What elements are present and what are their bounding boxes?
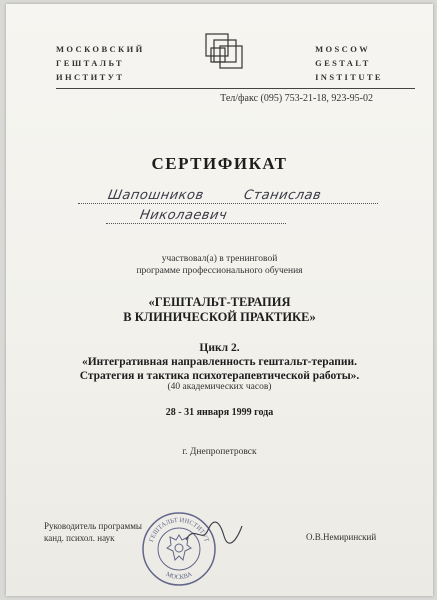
stamp-text-bottom: МОСКВА (164, 570, 194, 582)
cycle-number: Цикл 2. (199, 342, 240, 354)
certificate-title: СЕРТИФИКАТ (151, 154, 288, 173)
org-name-english (315, 42, 383, 84)
org-en-line-3: INSTITUTE (315, 72, 383, 82)
cycle-block (6, 341, 433, 383)
org-ru-line-2: ГЕШТАЛЬТ (56, 58, 124, 68)
org-en-line-2: GESTALT (315, 58, 371, 68)
org-ru-line-3: ИНСТИТУТ (56, 72, 125, 82)
signatory-title-line-1: Руководитель программы (44, 521, 142, 531)
cycle-title-line-2: Стратегия и тактика психотерапевтической работы». (79, 370, 360, 382)
signatory-name: О.В.Немиринский (306, 532, 377, 542)
signatory-title (44, 520, 142, 544)
cycle-title-line-1: «Интегративная направленность гештальт-терапии. (81, 356, 358, 368)
program-title-line-2: В КЛИНИЧЕСКОЙ ПРАКТИКЕ» (123, 310, 316, 324)
certificate-page (6, 4, 433, 596)
program-title-line-1: «ГЕШТАЛЬТ-ТЕРАПИЯ (148, 295, 291, 309)
recipient-surname: Шапошников (106, 188, 205, 203)
stamp-text-top: ГЕШТАЛЬТ ИНСТИТУТ (148, 516, 210, 543)
name-dotted-line-2 (106, 223, 286, 224)
city: г. Днепропетровск (182, 447, 257, 457)
course-dates: 28 - 31 января 1999 года (165, 407, 274, 418)
signatory-title-line-2: канд. психол. наук (44, 533, 115, 543)
institute-logo-icon (202, 30, 246, 74)
program-title (6, 295, 433, 325)
org-en-line-1: MOSCOW (315, 44, 371, 54)
header-divider (56, 88, 415, 89)
recipient-patronymic: Николаевич (138, 208, 229, 223)
name-dotted-line-1 (78, 203, 378, 204)
org-ru-line-1: МОСКОВСКИЙ (56, 44, 145, 54)
recipient-first-name: Станислав (242, 188, 323, 203)
phone-fax: Тел/факс (095) 753-21-18, 923-95-02 (220, 93, 373, 104)
handwritten-signature (184, 520, 244, 546)
participation-line-1: участвовал(а) в тренинговой (161, 254, 278, 264)
participation-text (6, 253, 433, 277)
participation-line-2: программе профессионального обучения (136, 266, 303, 276)
org-name-russian (56, 42, 145, 84)
academic-hours: (40 академических часов) (167, 382, 272, 392)
